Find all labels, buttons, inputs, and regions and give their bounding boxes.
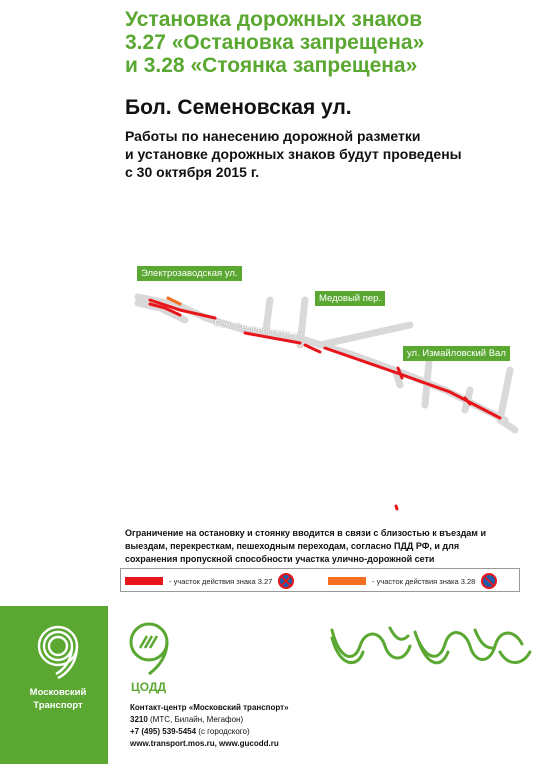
contacts — [130, 702, 289, 750]
legend-swatch-327 — [125, 577, 163, 585]
note-line-2: выездам, перекресткам, пешеходным переходам, согласно ПДД РФ, и для — [125, 541, 460, 551]
intro-text — [125, 127, 525, 181]
contact-center: Контакт-центр «Московский транспорт» — [130, 703, 289, 712]
short-phone-number: 3210 — [130, 715, 148, 724]
contact-long-phone — [130, 726, 289, 738]
title-line-1: Установка дорожных знаков — [125, 8, 423, 31]
intro-line-2: и установке дорожных знаков будут проведены — [125, 146, 462, 162]
legend — [120, 568, 520, 592]
long-phone-number: +7 (495) 539-5454 — [130, 727, 197, 736]
zone-327-mark — [396, 506, 397, 509]
label-medovy: Медовый пер. — [315, 291, 385, 306]
moscow-transport-logo-icon — [30, 624, 86, 680]
label-elektrozavodskaya: Электрозаводская ул. — [137, 266, 242, 281]
road-side-1 — [320, 325, 410, 345]
note-line-1: Ограничение на остановку и стоянку вводится в связи с близостью к въездам и — [125, 528, 486, 538]
legend-text-328: - участок действия знака 3.28 — [372, 576, 476, 586]
long-phone-note: (с городского) — [196, 727, 250, 736]
title-line-2: 3.27 «Остановка запрещена» — [125, 31, 425, 54]
intro-line-3: с 30 октября 2015 г. — [125, 164, 260, 180]
codd-logo-icon — [125, 620, 175, 676]
road-east — [500, 370, 515, 430]
label-street-on-map: Бол. Семеновская ул. — [213, 318, 306, 341]
org-name-line-1: Московский — [29, 687, 87, 698]
intro-line-1: Работы по нанесению дорожной разметки — [125, 128, 421, 144]
moscow-transport-logo — [18, 624, 98, 711]
note-line-3: сохранения пропускной способности участка улично-дорожной сети — [125, 554, 435, 564]
contact-sites: www.transport.mos.ru, www.gucodd.ru — [130, 739, 279, 748]
title-line-3: и 3.28 «Стоянка запрещена» — [125, 54, 418, 77]
restriction-note — [125, 527, 525, 566]
contact-short-phone — [130, 714, 289, 726]
no-parking-sign-icon — [481, 573, 497, 589]
street-name: Бол. Семеновская ул. — [125, 96, 352, 119]
legend-swatch-328 — [328, 577, 366, 585]
org-name-line-2: Транспорт — [33, 700, 83, 711]
short-phone-note: (МТС, Билайн, Мегафон) — [147, 715, 244, 724]
legend-item-328 — [328, 572, 497, 590]
decorative-waves — [330, 622, 535, 672]
street-map — [0, 255, 540, 515]
legend-item-327 — [125, 572, 294, 590]
label-izmaylovsky: ул. Измайловский Вал — [403, 346, 510, 361]
page-title — [125, 8, 530, 77]
legend-text-327: - участок действия знака 3.27 — [169, 576, 273, 586]
codd-name: ЦОДД — [131, 680, 167, 694]
no-stopping-sign-icon — [278, 573, 294, 589]
